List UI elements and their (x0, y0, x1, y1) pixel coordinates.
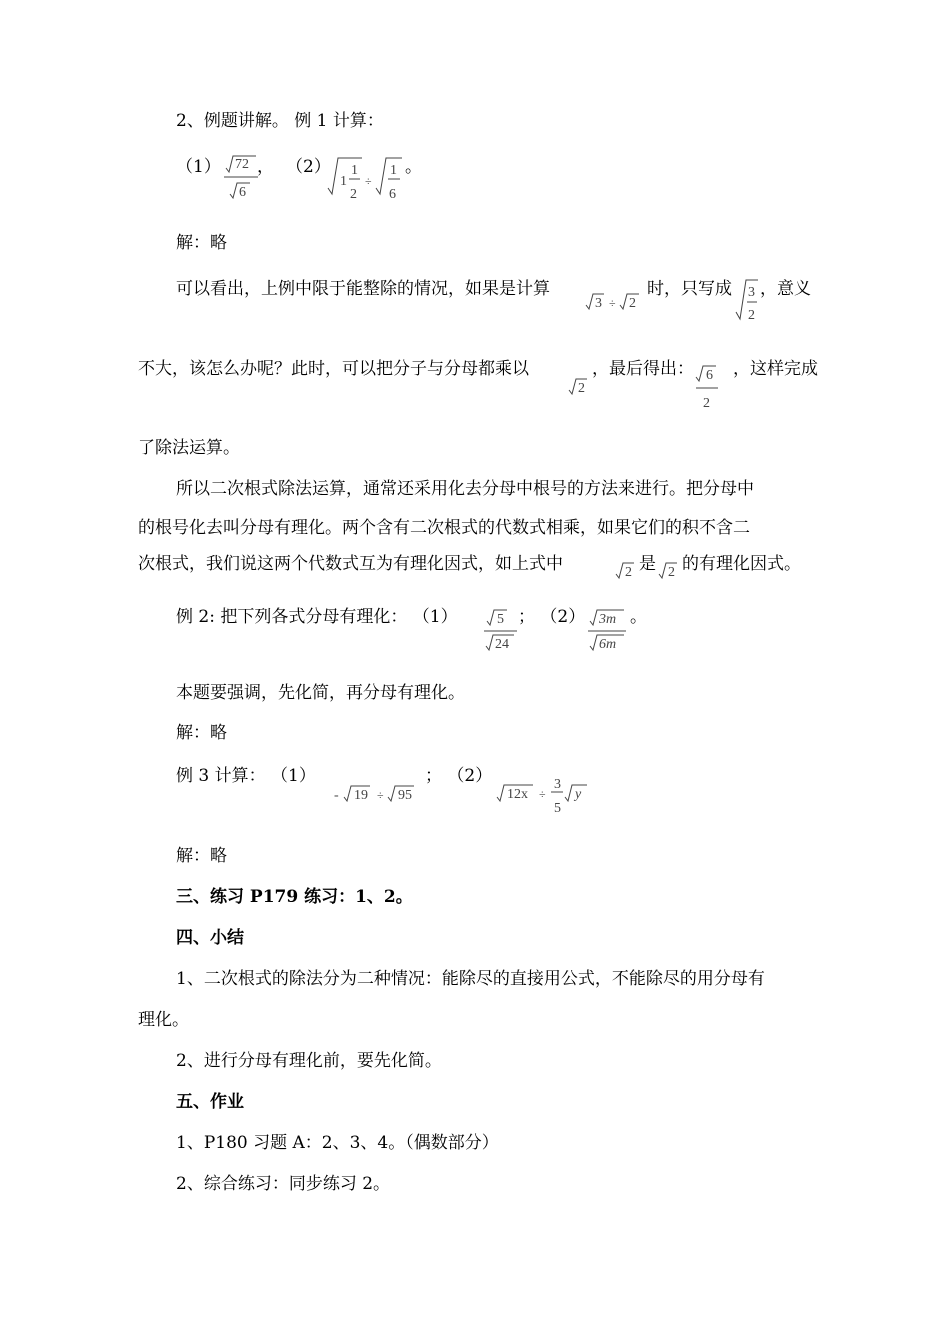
ex1-formula-2 (324, 152, 414, 208)
svg-text:12x: 12x (507, 787, 528, 802)
svg-text:6m: 6m (599, 637, 617, 652)
svg-text:÷: ÷ (539, 787, 546, 801)
sqrt2-a (614, 560, 638, 582)
example-1-heading: 2、例题讲解。 例 1 计算： (176, 111, 384, 131)
svg-text:2: 2 (668, 565, 675, 580)
para-line-5b: ，最后得出： (592, 359, 694, 379)
sqrt2-factor (567, 376, 591, 398)
para-line-6: 了除法运算。 (138, 438, 240, 458)
ex3-formula-1 (330, 782, 430, 806)
ex1-end: 。 (405, 157, 422, 177)
svg-text:-: - (334, 788, 339, 803)
para-line-8: 的根号化去叫分母有理化。两个含有二次根式的代数式相乘，如果它们的积不含二 (138, 518, 750, 538)
para-line-5a: 不大，该怎么办呢？此时，可以把分子与分母都乘以 (138, 359, 529, 379)
para-line-4a: 可以看出，上例中限于能整除的情况，如果是计算 (176, 279, 550, 299)
para-line-5c: ，这样完成 (733, 359, 818, 379)
homework-item-2: 2、综合练习：同步练习 2。 (176, 1174, 391, 1194)
section-summary-heading: 四、小结 (176, 928, 244, 948)
sqrt6-over-2 (694, 362, 724, 412)
sqrt2-b (657, 560, 681, 582)
svg-text:2: 2 (625, 565, 632, 580)
ex1-f2-den: 2 (350, 187, 357, 202)
svg-text:95: 95 (398, 788, 412, 803)
para-line-9b: 是 (639, 554, 656, 574)
summary-item-2: 2、进行分母有理化前，要先化简。 (176, 1051, 442, 1071)
example-2-end: 。 (630, 607, 647, 627)
ex2-formula-1 (481, 606, 521, 656)
ex1-f2-num2: 1 (390, 163, 397, 178)
para-line-4c: ，意义 (760, 279, 811, 299)
summary-item-1: 1、二次根式的除法分为二种情况：能除尽的直接用公式，不能除尽的用分母有 (176, 969, 765, 989)
svg-text:2: 2 (748, 308, 755, 323)
emphasis-line: 本题要强调，先化简，再分母有理化。 (176, 683, 465, 703)
svg-text:3: 3 (748, 285, 755, 300)
para-line-9c: 的有理化因式。 (682, 554, 801, 574)
svg-text:2: 2 (578, 381, 585, 396)
ex2-formula-2 (586, 606, 632, 656)
svg-text:2: 2 (703, 396, 710, 411)
svg-text:3: 3 (554, 777, 561, 792)
svg-text:y: y (575, 787, 582, 802)
section-practice: 三、练习 P179 练习：1、2。 (176, 887, 413, 907)
para-line-7: 所以二次根式除法运算，通常还采用化去分母中根号的方法来进行。把分母中 (176, 479, 754, 499)
svg-text:19: 19 (354, 788, 368, 803)
svg-text:3m: 3m (599, 612, 617, 627)
solution-3: 解：略 (176, 846, 227, 866)
solution-1: 解：略 (176, 233, 227, 253)
ex1-f2-div: ÷ (365, 174, 372, 188)
sqrt3-div-sqrt2 (584, 290, 646, 316)
para-line-9a: 次根式，我们说这两个代数式互为有理化因式，如上式中 (138, 554, 563, 574)
example-3-sep: ； （2） (425, 766, 493, 786)
svg-text:2: 2 (629, 296, 636, 311)
ex1-f2-num: 1 (351, 163, 358, 178)
ex1-label-1: （1） (176, 157, 221, 177)
ex1-f1-den: 6 (239, 185, 246, 200)
svg-text:5: 5 (554, 801, 561, 816)
ex1-comma: ， (257, 157, 274, 177)
ex1-f1-num: 72 (235, 157, 249, 172)
svg-text:24: 24 (495, 637, 509, 652)
sqrt-three-halves (734, 276, 762, 328)
ex1-f2-whole: 1 (340, 174, 347, 189)
svg-text:3: 3 (595, 296, 602, 311)
ex3-formula-2 (495, 770, 595, 818)
example-3-text: 例 3 计算： （1） (176, 766, 316, 786)
svg-text:5: 5 (497, 612, 504, 627)
svg-text:÷: ÷ (609, 296, 616, 310)
svg-text:6: 6 (706, 368, 713, 383)
svg-text:÷: ÷ (377, 788, 384, 802)
summary-item-1-cont: 理化。 (138, 1010, 189, 1030)
ex1-label-2: （2） (286, 157, 331, 177)
example-2-sep: ； （2） (518, 607, 586, 627)
para-line-4b: 时，只写成 (647, 279, 732, 299)
solution-2: 解：略 (176, 723, 227, 743)
homework-item-1: 1、P180 习题 A：2、3、4。（偶数部分） (176, 1133, 499, 1153)
example-2-text: 例 2: 把下列各式分母有理化： （1） (176, 607, 458, 627)
section-homework-heading: 五、作业 (176, 1092, 244, 1112)
ex1-f2-den2: 6 (389, 187, 396, 202)
